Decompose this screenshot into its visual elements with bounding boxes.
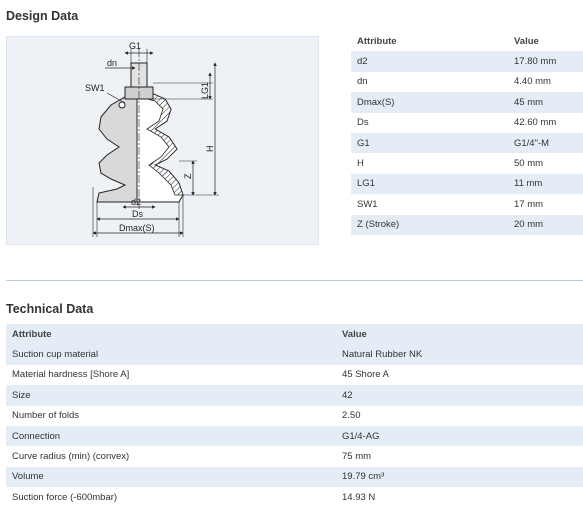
- design-attribute: Ds: [357, 117, 369, 129]
- table-row: [351, 113, 583, 133]
- tech-value: 42: [342, 389, 353, 401]
- label-h: H: [205, 145, 215, 152]
- design-value: 17 mm: [514, 198, 544, 210]
- table-row: [351, 72, 583, 92]
- table-row: [351, 153, 583, 173]
- tech-attribute: Material hardness [Shore A]: [12, 369, 130, 381]
- technical-data-title: Technical Data: [6, 302, 94, 316]
- table-row: [351, 215, 583, 235]
- tech-value: 2.50: [342, 410, 361, 422]
- design-header-attribute: Attribute: [357, 35, 397, 47]
- label-d2: d2: [131, 197, 142, 207]
- label-dmax: Dmax(S): [119, 223, 155, 233]
- tech-value: G1/4-AG: [342, 430, 380, 442]
- label-sw1: SW1: [85, 83, 105, 93]
- tech-attribute: Suction cup material: [12, 349, 99, 361]
- design-value: 45 mm: [514, 96, 544, 108]
- tech-value: 14.93 N: [342, 491, 376, 503]
- design-value: 4.40 mm: [514, 76, 551, 88]
- tech-table-header: [6, 324, 583, 344]
- table-row: [6, 344, 583, 364]
- label-ds: Ds: [132, 209, 143, 219]
- tech-attribute: Size: [12, 389, 31, 401]
- design-data-table: [351, 31, 583, 235]
- table-row: [351, 51, 583, 71]
- design-value: 50 mm: [514, 158, 544, 170]
- section-divider: [6, 280, 583, 281]
- tech-header-value: Value: [342, 328, 367, 340]
- table-row: [6, 365, 583, 385]
- table-row: [6, 487, 583, 507]
- design-attribute: dn: [357, 76, 368, 88]
- bellows-cup-drawing: [7, 37, 320, 246]
- tech-value: 45 Shore A: [342, 369, 390, 381]
- design-attribute: LG1: [357, 178, 375, 190]
- design-value: 17.80 mm: [514, 56, 557, 68]
- tech-header-attribute: Attribute: [12, 328, 52, 340]
- label-z: Z: [183, 173, 193, 179]
- label-g1: G1: [129, 41, 142, 51]
- design-attribute: d2: [357, 56, 368, 68]
- design-table-header: [351, 31, 583, 51]
- table-row: [351, 92, 583, 112]
- design-attribute: Dmax(S): [357, 96, 395, 108]
- table-row: [6, 406, 583, 426]
- table-row: [6, 446, 583, 466]
- design-attribute: G1: [357, 137, 370, 149]
- design-value: 11 mm: [514, 178, 543, 190]
- label-dn: dn: [107, 58, 118, 68]
- tech-attribute: Volume: [12, 471, 44, 483]
- table-row: [351, 194, 583, 214]
- tech-attribute: Curve radius (min) (convex): [12, 451, 130, 463]
- design-value: 20 mm: [514, 219, 544, 231]
- table-row: [6, 467, 583, 487]
- design-attribute: SW1: [357, 198, 378, 210]
- tech-value: Natural Rubber NK: [342, 349, 423, 361]
- technical-data-table: [6, 324, 583, 508]
- tech-value: 75 mm: [342, 451, 372, 463]
- tech-attribute: Number of folds: [12, 410, 80, 422]
- design-value: 42.60 mm: [514, 117, 557, 129]
- design-header-value: Value: [514, 35, 539, 47]
- tech-attribute: Suction force (-600mbar): [12, 491, 118, 503]
- label-lg1: LG1: [200, 81, 210, 99]
- design-attribute: H: [357, 158, 364, 170]
- design-data-title: Design Data: [6, 9, 79, 23]
- design-attribute: Z (Stroke): [357, 219, 400, 231]
- tech-attribute: Connection: [12, 430, 61, 442]
- tech-value: 19.79 cm³: [342, 471, 385, 483]
- technical-drawing: [6, 36, 319, 245]
- design-value: G1/4"-M: [514, 137, 550, 149]
- table-row: [351, 133, 583, 153]
- table-row: [6, 426, 583, 446]
- bellows-left-half: [97, 92, 137, 202]
- table-row: [351, 174, 583, 194]
- table-row: [6, 385, 583, 405]
